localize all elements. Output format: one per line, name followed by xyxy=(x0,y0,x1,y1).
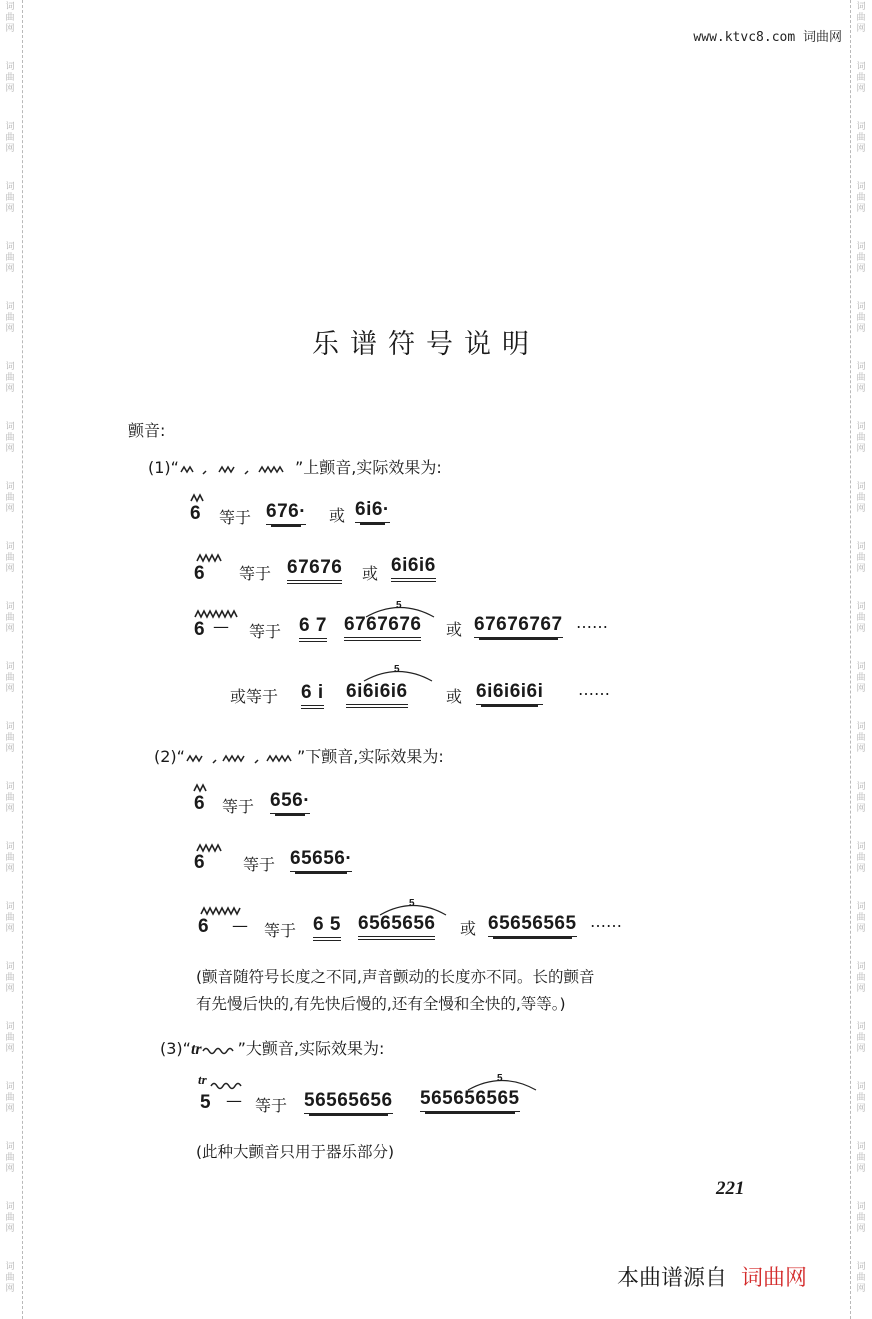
mordent-icon xyxy=(190,493,210,503)
mordent-icon xyxy=(196,553,224,563)
item-2-heading: (2)“ ”下颤音,实际效果为: xyxy=(154,747,444,766)
notation-group: 656· xyxy=(270,790,310,814)
notation-group: 6767676 xyxy=(344,614,421,641)
equals-label: 等于 xyxy=(243,855,276,874)
notation-group: 6i6i6i6 xyxy=(346,681,408,708)
equals-label: 等于 xyxy=(264,921,297,940)
watermark-text: 词 曲 网 xyxy=(856,2,866,34)
notation-group: 6 5 xyxy=(313,914,341,941)
watermark-text: 词 曲 网 xyxy=(5,962,15,994)
tuplet-number: 5 xyxy=(394,664,400,675)
watermark-text: 词 曲 网 xyxy=(856,662,866,694)
watermark-text: 词 曲 网 xyxy=(856,1142,866,1174)
site-url[interactable]: www.ktvc8.com 词曲网 xyxy=(693,30,842,45)
footer-brand[interactable]: 词曲网 xyxy=(741,1266,808,1291)
trill-note: 6 xyxy=(194,619,206,640)
watermark-text: 词 曲 网 xyxy=(5,662,15,694)
watermark-text: 词 曲 网 xyxy=(5,1082,15,1114)
or-label: 或 xyxy=(460,919,477,938)
watermark-text: 词 曲 网 xyxy=(856,362,866,394)
notation-group: 67676 xyxy=(287,557,342,584)
note-line-3: (此种大颤音只用于器乐部分) xyxy=(196,1143,395,1161)
notation-group: 6 i xyxy=(301,682,324,709)
trill-label: tr xyxy=(198,1072,207,1087)
watermark-text: 词 曲 网 xyxy=(5,302,15,334)
note-line-1: (颤音随符号长度之不同,声音颤动的长度亦不同。长的颤音 xyxy=(196,968,595,986)
watermark-text: 词 曲 网 xyxy=(856,1022,866,1054)
mordent-icon xyxy=(200,906,244,916)
watermark-text: 词 曲 网 xyxy=(5,542,15,574)
watermark-text: 词 曲 网 xyxy=(856,842,866,874)
trill-note: 6 xyxy=(194,793,206,814)
right-watermark-strip xyxy=(850,0,872,1319)
watermark-text: 词 曲 网 xyxy=(856,542,866,574)
or-label: 或 xyxy=(446,620,463,639)
equals-label: 等于 xyxy=(219,508,252,527)
equals-label: 等于 xyxy=(239,564,272,583)
trill-note: 6 xyxy=(190,503,202,524)
watermark-text: 词 曲 网 xyxy=(5,182,15,214)
tuplet-number: 5 xyxy=(396,600,402,611)
left-watermark-strip xyxy=(0,0,23,1319)
watermark-text: 词 曲 网 xyxy=(5,782,15,814)
section-heading: 颤音: xyxy=(128,421,166,440)
tuplet-number: 5 xyxy=(497,1073,503,1084)
equals-label: 等于 xyxy=(249,622,282,641)
notation-group: 65656· xyxy=(290,848,352,872)
watermark-text: 词 曲 网 xyxy=(856,722,866,754)
trill-note: 6 xyxy=(194,563,206,584)
notation-group: 67676767 xyxy=(474,614,563,638)
watermark-text: 词 曲 网 xyxy=(5,602,15,634)
notation-group: 6i6i6i6i xyxy=(476,681,543,705)
watermark-text: 词 曲 网 xyxy=(856,962,866,994)
watermark-text: 词 曲 网 xyxy=(856,182,866,214)
watermark-text: 词 曲 网 xyxy=(856,122,866,154)
notation-group: 6i6i6 xyxy=(391,555,436,582)
watermark-text: 词 曲 网 xyxy=(856,1262,866,1294)
ellipsis: …… xyxy=(578,680,610,699)
tuplet-number: 5 xyxy=(409,898,415,909)
notation-group: 6 7 xyxy=(299,615,327,642)
watermark-text: 词 曲 网 xyxy=(5,902,15,934)
watermark-text: 词 曲 网 xyxy=(856,422,866,454)
ellipsis: …… xyxy=(576,613,608,632)
watermark-text: 词 曲 网 xyxy=(5,722,15,754)
watermark-text: 词 曲 网 xyxy=(5,482,15,514)
watermark-text: 词 曲 网 xyxy=(856,902,866,934)
watermark-text: 词 曲 网 xyxy=(5,2,15,34)
or-label: 或 xyxy=(329,506,346,525)
ellipsis: …… xyxy=(590,912,622,931)
watermark-text: 词 曲 网 xyxy=(856,1082,866,1114)
page-number: 221 xyxy=(716,1178,745,1199)
item-1-heading: (1)“ ”上颤音,实际效果为: xyxy=(148,458,442,477)
equals-label: 等于 xyxy=(255,1096,288,1115)
trill-note: 6 xyxy=(194,852,206,873)
watermark-text: 词 曲 网 xyxy=(5,1142,15,1174)
or-label: 或 xyxy=(446,687,463,706)
or-label: 或 xyxy=(362,564,379,583)
wavy-line-icon xyxy=(210,1080,246,1090)
watermark-text: 词 曲 网 xyxy=(5,842,15,874)
notation-group: 65656565 xyxy=(488,913,577,937)
dash: — xyxy=(213,617,229,636)
watermark-text: 词 曲 网 xyxy=(5,242,15,274)
watermark-text: 词 曲 网 xyxy=(856,1202,866,1234)
notation-group: 6i6· xyxy=(355,499,390,523)
watermark-text: 词 曲 网 xyxy=(856,602,866,634)
mordent-icon xyxy=(193,783,213,793)
watermark-text: 词 曲 网 xyxy=(5,1022,15,1054)
item-3-heading: (3)“tr ”大颤音,实际效果为: xyxy=(160,1039,385,1058)
trill-note: 5 xyxy=(200,1092,212,1113)
watermark-text: 词 曲 网 xyxy=(856,302,866,334)
watermark-text: 词 曲 网 xyxy=(856,782,866,814)
notation-group: 56565656 xyxy=(304,1090,393,1114)
dash: — xyxy=(226,1091,242,1110)
watermark-text: 词 曲 网 xyxy=(5,62,15,94)
equals-label: 等于 xyxy=(222,797,255,816)
note-line-2: 有先慢后快的,有先快后慢的,还有全慢和全快的,等等。) xyxy=(196,995,566,1013)
mordent-symbols-icon xyxy=(179,462,295,476)
footer-source[interactable] xyxy=(617,1261,807,1292)
dash: — xyxy=(232,916,248,935)
watermark-text: 词 曲 网 xyxy=(856,242,866,274)
watermark-text: 词 曲 网 xyxy=(5,1262,15,1294)
watermark-text: 词 曲 网 xyxy=(5,422,15,454)
notation-group: 676· xyxy=(266,501,306,525)
watermark-text: 词 曲 网 xyxy=(5,122,15,154)
footer-source-text: 本曲谱源自 xyxy=(617,1266,728,1291)
or-equals-label: 或等于 xyxy=(230,687,279,706)
lower-mordent-symbols-icon xyxy=(185,751,297,765)
trill-note: 6 xyxy=(198,916,210,937)
page-title: 乐谱符号说明 xyxy=(312,329,540,360)
watermark-text: 词 曲 网 xyxy=(856,482,866,514)
watermark-text: 词 曲 网 xyxy=(5,362,15,394)
watermark-text: 词 曲 网 xyxy=(5,1202,15,1234)
watermark-text: 词 曲 网 xyxy=(856,62,866,94)
notation-group: 6565656 xyxy=(358,913,435,940)
wavy-line-icon xyxy=(202,1045,238,1055)
notation-group: 565656565 xyxy=(420,1088,520,1112)
